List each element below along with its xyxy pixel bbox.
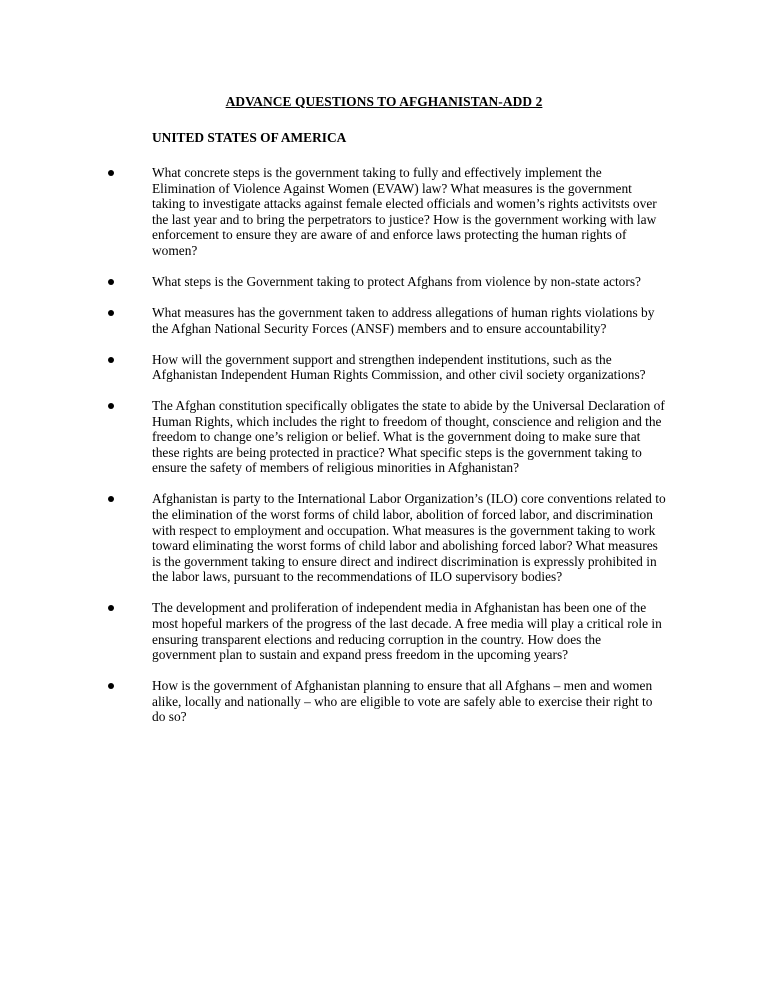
question-item (108, 678, 668, 725)
bullet-icon (108, 310, 114, 316)
question-item (108, 600, 668, 662)
question-list (108, 165, 668, 740)
question-item (108, 305, 668, 336)
bullet-icon (108, 605, 114, 611)
bullet-icon (108, 683, 114, 689)
bullet-icon (108, 170, 114, 176)
question-text: How is the government of Afghanistan planning to ensure that all Afghans – men and women alike, locally and nationally – who are eligible to vote are safely able to exercise their right to do so? (152, 678, 653, 725)
bullet-icon (108, 279, 114, 285)
question-text: How will the government support and strengthen independent institutions, such as the Afghanistan Independent Human Rights Commission, and other civil society organizations? (152, 351, 646, 383)
question-item (108, 165, 668, 259)
question-text: What concrete steps is the government taking to fully and effectively implement the Elimination of Violence Against Women (EVAW) law? What measures is the government taking to investigate attacks against female elected officials and women’s rights activitsts over the last year and to bring the perpetrators to justice? How is the government working with law enforcement to ensure they are aware of and enforce laws protecting the human rights of women? (152, 165, 657, 258)
document-title: ADVANCE QUESTIONS TO AFGHANISTAN-ADD 2 (225, 94, 543, 109)
question-text: The Afghan constitution specifically obligates the state to abide by the Universal Declaration of Human Rights, which includes the right to freedom of thought, conscience and religion and the freedom to change one’s religion or belief. What is the government doing to make sure that these rights are being protected in practice? What specific steps is the government taking to ensure the safety of members of religious minorities in Afghanistan? (152, 398, 665, 476)
question-item (108, 398, 668, 476)
bullet-icon (108, 496, 114, 502)
question-text: Afghanistan is party to the International Labor Organization’s (ILO) core conventions related to the elimination of the worst forms of child labor, abolition of forced labor, and discrimination with respect to employment and occupation. What measures is the government taking to work toward eliminating the worst forms of child labor and abolishing forced labor? What measures is the government taking to ensure direct and indirect discrimination is expressly prohibited in the labor laws, pursuant to the recommendations of ILO supervisory bodies? (152, 491, 666, 585)
question-text: The development and proliferation of independent media in Afghanistan has been one of the most hopeful markers of the progress of the last decade. A free media will play a critical role in ensuring transparent elections and reducing corruption in the country. How does the government plan to sustain and expand press freedom in the upcoming years? (152, 600, 662, 663)
bullet-icon (108, 403, 114, 409)
question-item (108, 274, 668, 290)
question-item (108, 352, 668, 383)
question-text: What steps is the Government taking to protect Afghans from violence by non-state actors? (152, 273, 641, 289)
question-text: What measures has the government taken to address allegations of human rights violations by the Afghan National Security Forces (ANSF) members and to ensure accountability? (152, 304, 655, 336)
bullet-icon (108, 357, 114, 363)
question-item (108, 491, 668, 585)
section-heading: UNITED STATES OF AMERICA (152, 130, 347, 145)
